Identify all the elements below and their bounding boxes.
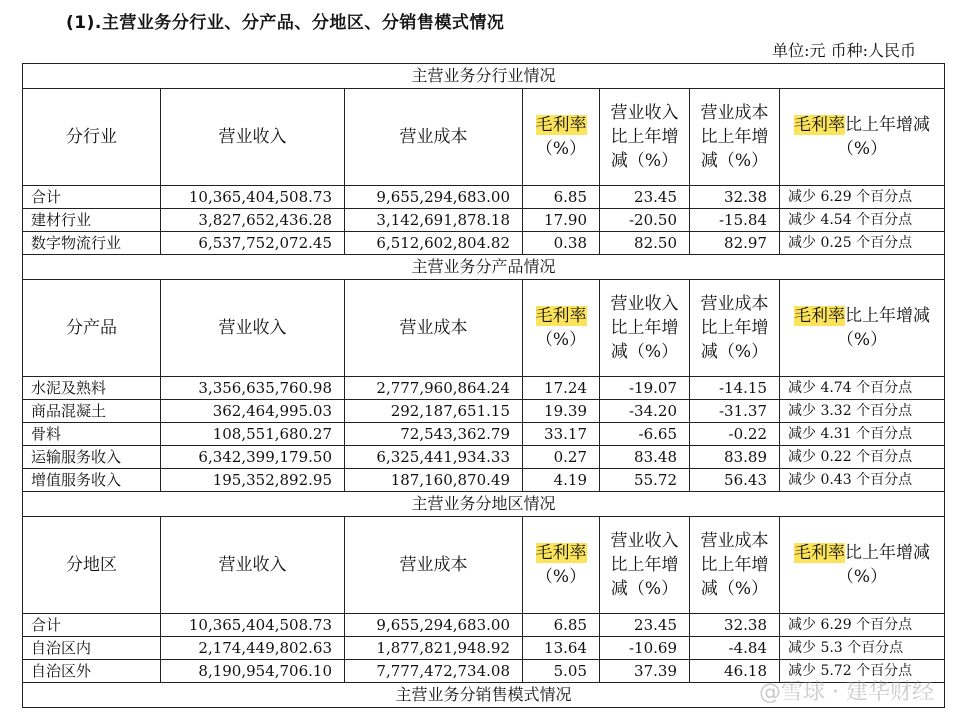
gross-margin-value: 6.85 xyxy=(523,614,600,637)
revenue-change-value: 37.39 xyxy=(600,660,690,683)
revenue-value: 10,365,404,508.73 xyxy=(161,186,345,209)
margin-change-value: 减少 0.43 个百分点 xyxy=(780,469,945,492)
table-row xyxy=(23,446,945,469)
header-margin-change xyxy=(780,89,945,186)
header-cost-change-unit: （%） xyxy=(717,151,769,171)
gross-margin-value: 0.27 xyxy=(523,446,600,469)
header-margin-change-rest: 比上年增减（%） xyxy=(836,115,930,159)
table-row xyxy=(23,400,945,423)
header-revenue-change-label: 营业收入比上年增减 xyxy=(610,103,679,171)
cost-change-value: 83.89 xyxy=(690,446,780,469)
row-label: 建材行业 xyxy=(23,209,161,232)
gross-margin-value: 13.64 xyxy=(523,637,600,660)
header-dimension: 分行业 xyxy=(23,89,161,186)
row-label: 自治区外 xyxy=(23,660,161,683)
header-gross-margin xyxy=(523,280,600,377)
header-gross-margin-label: 毛利率 xyxy=(535,543,587,563)
gross-margin-value: 19.39 xyxy=(523,400,600,423)
row-label: 增值服务收入 xyxy=(23,469,161,492)
margin-change-value: 减少 6.29 个百分点 xyxy=(780,614,945,637)
revenue-change-value: 23.45 xyxy=(600,614,690,637)
revenue-change-value: 55.72 xyxy=(600,469,690,492)
table-row xyxy=(23,637,945,660)
section-title: 主营业务分地区情况 xyxy=(23,492,945,517)
margin-change-value: 减少 4.54 个百分点 xyxy=(780,209,945,232)
revenue-change-value: 23.45 xyxy=(600,186,690,209)
margin-change-value: 减少 5.3 个百分点 xyxy=(780,637,945,660)
header-revenue-change-label: 营业收入比上年增减 xyxy=(610,531,679,599)
table-row xyxy=(23,423,945,446)
header-margin-change xyxy=(780,280,945,377)
revenue-change-value: 82.50 xyxy=(600,232,690,255)
revenue-value: 10,365,404,508.73 xyxy=(161,614,345,637)
cost-change-value: 82.97 xyxy=(690,232,780,255)
column-header-row xyxy=(23,89,945,186)
header-cost-change-unit: （%） xyxy=(717,342,769,362)
cost-value: 9,655,294,683.00 xyxy=(345,614,523,637)
revenue-change-value: -20.50 xyxy=(600,209,690,232)
header-revenue: 营业收入 xyxy=(161,517,345,614)
margin-change-value: 减少 6.29 个百分点 xyxy=(780,186,945,209)
header-cost-change-label: 营业成本比上年增减 xyxy=(700,531,769,599)
gross-margin-value: 17.24 xyxy=(523,377,600,400)
gross-margin-value: 0.38 xyxy=(523,232,600,255)
row-label: 数字物流行业 xyxy=(23,232,161,255)
row-label: 水泥及熟料 xyxy=(23,377,161,400)
row-label: 运输服务收入 xyxy=(23,446,161,469)
section-title: 主营业务分销售模式情况 xyxy=(23,683,945,708)
header-cost-change xyxy=(690,280,780,377)
section-heading: (1).主营业务分行业、分产品、分地区、分销售模式情况 xyxy=(66,13,505,33)
revenue-value: 8,190,954,706.10 xyxy=(161,660,345,683)
revenue-value: 108,551,680.27 xyxy=(161,423,345,446)
header-margin-change-highlight: 毛利率 xyxy=(794,306,845,326)
header-revenue-change-label: 营业收入比上年增减 xyxy=(610,294,679,362)
header-margin-change xyxy=(780,517,945,614)
table-row xyxy=(23,614,945,637)
revenue-value: 195,352,892.95 xyxy=(161,469,345,492)
margin-change-value: 减少 4.74 个百分点 xyxy=(780,377,945,400)
header-revenue-change xyxy=(600,280,690,377)
header-cost-change-label: 营业成本比上年增减 xyxy=(700,294,769,362)
row-label: 合计 xyxy=(23,614,161,637)
section-title: 主营业务分产品情况 xyxy=(23,255,945,280)
gross-margin-value: 4.19 xyxy=(523,469,600,492)
currency-unit-note: 单位:元 币种:人民币 xyxy=(772,41,916,60)
header-revenue-change-unit: （%） xyxy=(627,579,679,599)
section-title-row xyxy=(23,255,945,280)
header-gross-margin-label: 毛利率 xyxy=(535,115,587,135)
column-header-row xyxy=(23,280,945,377)
cost-value: 2,777,960,864.24 xyxy=(345,377,523,400)
header-revenue-change-unit: （%） xyxy=(627,342,679,362)
header-dimension: 分产品 xyxy=(23,280,161,377)
header-gross-margin-unit: （%） xyxy=(535,567,587,587)
header-revenue: 营业收入 xyxy=(161,89,345,186)
cost-change-value: 32.38 xyxy=(690,186,780,209)
cost-change-value: -14.15 xyxy=(690,377,780,400)
header-margin-change-rest: 比上年增减（%） xyxy=(836,543,930,587)
header-gross-margin xyxy=(523,517,600,614)
margin-change-value: 减少 4.31 个百分点 xyxy=(780,423,945,446)
table-row xyxy=(23,660,945,683)
cost-change-value: -4.84 xyxy=(690,637,780,660)
revenue-value: 362,464,995.03 xyxy=(161,400,345,423)
cost-value: 6,325,441,934.33 xyxy=(345,446,523,469)
section-title-row xyxy=(23,683,945,708)
revenue-value: 3,356,635,760.98 xyxy=(161,377,345,400)
margin-change-value: 减少 0.22 个百分点 xyxy=(780,446,945,469)
table-row xyxy=(23,186,945,209)
cost-value: 6,512,602,804.82 xyxy=(345,232,523,255)
table-row xyxy=(23,232,945,255)
cost-value: 1,877,821,948.92 xyxy=(345,637,523,660)
header-revenue-change xyxy=(600,89,690,186)
header-gross-margin-unit: （%） xyxy=(535,330,587,350)
cost-change-value: -31.37 xyxy=(690,400,780,423)
header-cost: 营业成本 xyxy=(345,517,523,614)
margin-change-value: 减少 0.25 个百分点 xyxy=(780,232,945,255)
header-cost-change-unit: （%） xyxy=(717,579,769,599)
header-cost-change xyxy=(690,517,780,614)
header-cost: 营业成本 xyxy=(345,280,523,377)
header-revenue: 营业收入 xyxy=(161,280,345,377)
cost-value: 72,543,362.79 xyxy=(345,423,523,446)
revenue-change-value: 83.48 xyxy=(600,446,690,469)
section-title: 主营业务分行业情况 xyxy=(23,64,945,89)
column-header-row xyxy=(23,517,945,614)
header-cost: 营业成本 xyxy=(345,89,523,186)
gross-margin-value: 17.90 xyxy=(523,209,600,232)
header-cost-change-label: 营业成本比上年增减 xyxy=(700,103,769,171)
revenue-change-value: -19.07 xyxy=(600,377,690,400)
cost-change-value: 32.38 xyxy=(690,614,780,637)
revenue-value: 6,537,752,072.45 xyxy=(161,232,345,255)
cost-change-value: 46.18 xyxy=(690,660,780,683)
cost-change-value: 56.43 xyxy=(690,469,780,492)
revenue-value: 2,174,449,802.63 xyxy=(161,637,345,660)
header-cost-change xyxy=(690,89,780,186)
cost-change-value: -15.84 xyxy=(690,209,780,232)
cost-value: 7,777,472,734.08 xyxy=(345,660,523,683)
main-business-table xyxy=(22,63,945,708)
row-label: 骨料 xyxy=(23,423,161,446)
revenue-change-value: -6.65 xyxy=(600,423,690,446)
header-gross-margin-label: 毛利率 xyxy=(535,306,587,326)
header-gross-margin-unit: （%） xyxy=(535,139,587,159)
header-margin-change-rest: 比上年增减（%） xyxy=(836,306,930,350)
cost-value: 9,655,294,683.00 xyxy=(345,186,523,209)
revenue-value: 3,827,652,436.28 xyxy=(161,209,345,232)
header-revenue-change xyxy=(600,517,690,614)
revenue-value: 6,342,399,179.50 xyxy=(161,446,345,469)
row-label: 商品混凝土 xyxy=(23,400,161,423)
watermark-text: @雪球 · 建华财经 xyxy=(759,680,934,705)
table-row xyxy=(23,469,945,492)
table-row xyxy=(23,209,945,232)
cost-value: 3,142,691,878.18 xyxy=(345,209,523,232)
gross-margin-value: 33.17 xyxy=(523,423,600,446)
cost-change-value: -0.22 xyxy=(690,423,780,446)
revenue-change-value: -10.69 xyxy=(600,637,690,660)
gross-margin-value: 6.85 xyxy=(523,186,600,209)
cost-value: 187,160,870.49 xyxy=(345,469,523,492)
gross-margin-value: 5.05 xyxy=(523,660,600,683)
header-margin-change-highlight: 毛利率 xyxy=(794,543,845,563)
header-revenue-change-unit: （%） xyxy=(627,151,679,171)
row-label: 合计 xyxy=(23,186,161,209)
table-row xyxy=(23,377,945,400)
header-margin-change-highlight: 毛利率 xyxy=(794,115,845,135)
row-label: 自治区内 xyxy=(23,637,161,660)
margin-change-value: 减少 5.72 个百分点 xyxy=(780,660,945,683)
margin-change-value: 减少 3.32 个百分点 xyxy=(780,400,945,423)
header-dimension: 分地区 xyxy=(23,517,161,614)
section-title-row xyxy=(23,492,945,517)
section-title-row xyxy=(23,64,945,89)
header-gross-margin xyxy=(523,89,600,186)
revenue-change-value: -34.20 xyxy=(600,400,690,423)
cost-value: 292,187,651.15 xyxy=(345,400,523,423)
